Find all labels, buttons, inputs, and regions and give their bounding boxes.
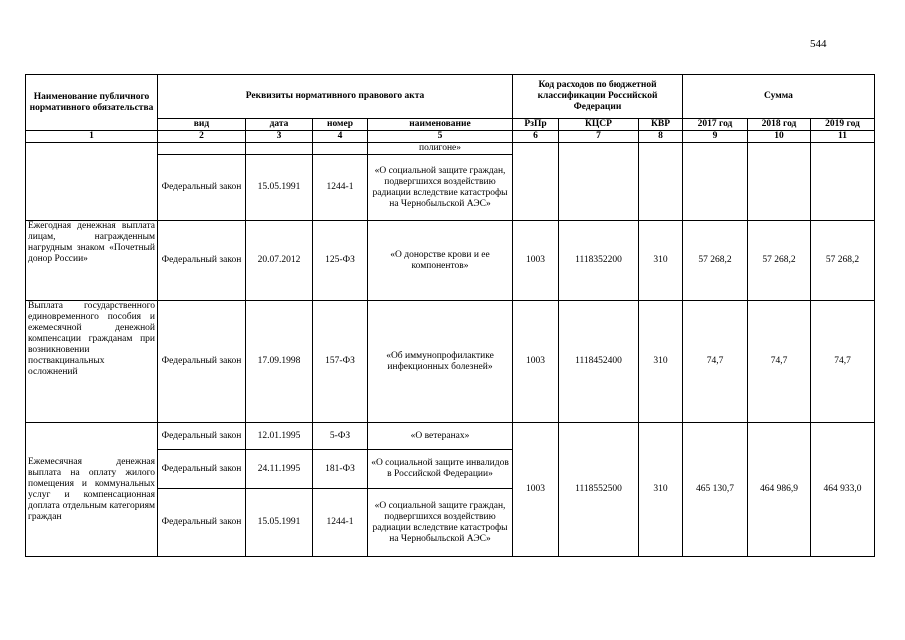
- col-number: 8: [639, 131, 683, 143]
- header-code-group: Код расходов по бюджетной классификации Российской Федерации: [513, 75, 683, 119]
- cell-2018: 57 268,2: [748, 221, 811, 301]
- cell-rzpr: 1003: [513, 301, 559, 423]
- header-row-top: [26, 75, 875, 119]
- col-number: 5: [368, 131, 513, 143]
- column-number-row: [26, 131, 875, 143]
- cell-kcsr: [559, 143, 639, 221]
- cell-act-name-continued: полигоне»: [368, 143, 513, 155]
- col-number: 1: [26, 131, 158, 143]
- cell-2017: 57 268,2: [683, 221, 748, 301]
- cell-rzpr: 1003: [513, 221, 559, 301]
- cell-obligation: Ежемесячная денежная выплата на оплату жилого помещения и коммунальных услуг и компенсационная доплата отдельным категориям граждан: [26, 423, 158, 557]
- header-rzpr: РзПр: [513, 119, 559, 131]
- cell-act-type: Федеральный закон: [158, 301, 246, 423]
- cell-2018: [748, 143, 811, 221]
- cell-empty: [313, 143, 368, 155]
- cell-kvr: 310: [639, 221, 683, 301]
- cell-act-number: 5-ФЗ: [313, 423, 368, 450]
- table-row: [26, 143, 875, 155]
- header-sum-group: Сумма: [683, 75, 875, 119]
- col-number: 7: [559, 131, 639, 143]
- header-number: номер: [313, 119, 368, 131]
- cell-rzpr: [513, 143, 559, 221]
- cell-act-name: «О социальной защите инвалидов в Российской Федерации»: [368, 450, 513, 489]
- header-2019: 2019 год: [811, 119, 875, 131]
- cell-act-number: 157-ФЗ: [313, 301, 368, 423]
- col-number: 11: [811, 131, 875, 143]
- cell-act-date: 20.07.2012: [246, 221, 313, 301]
- cell-act-name: «О донорстве крови и ее компонентов»: [368, 221, 513, 301]
- cell-act-name: «О социальной защите граждан, подвергшихся воздействию радиации вследствие катастрофы на Чернобыльской АЭС»: [368, 489, 513, 557]
- cell-act-number: 125-ФЗ: [313, 221, 368, 301]
- cell-rzpr: 1003: [513, 423, 559, 557]
- cell-act-date: 17.09.1998: [246, 301, 313, 423]
- cell-act-type: Федеральный закон: [158, 155, 246, 221]
- cell-act-date: 12.01.1995: [246, 423, 313, 450]
- cell-act-type: Федеральный закон: [158, 423, 246, 450]
- table-row: [26, 301, 875, 423]
- col-number: 9: [683, 131, 748, 143]
- cell-kcsr: 1118452400: [559, 301, 639, 423]
- cell-act-number: 1244-1: [313, 155, 368, 221]
- cell-2019: 57 268,2: [811, 221, 875, 301]
- col-number: 2: [158, 131, 246, 143]
- cell-2018: 74,7: [748, 301, 811, 423]
- header-2018: 2018 год: [748, 119, 811, 131]
- header-obligation: Наименование публичного нормативного обязательства: [26, 75, 158, 131]
- cell-act-date: 24.11.1995: [246, 450, 313, 489]
- cell-2018: 464 986,9: [748, 423, 811, 557]
- cell-act-name: «Об иммунопрофилактике инфекционных болезней»: [368, 301, 513, 423]
- cell-2019: 464 933,0: [811, 423, 875, 557]
- cell-2017: [683, 143, 748, 221]
- page-number: 544: [810, 38, 827, 50]
- cell-act-number: 181-ФЗ: [313, 450, 368, 489]
- cell-2017: 74,7: [683, 301, 748, 423]
- cell-2019: 74,7: [811, 301, 875, 423]
- col-number: 3: [246, 131, 313, 143]
- cell-obligation: Ежегодная денежная выплата лицам, награжденным нагрудным знаком «Почетный донор России»: [26, 221, 158, 301]
- header-date: дата: [246, 119, 313, 131]
- col-number: 6: [513, 131, 559, 143]
- cell-act-type: Федеральный закон: [158, 221, 246, 301]
- cell-kvr: 310: [639, 423, 683, 557]
- header-type: вид: [158, 119, 246, 131]
- cell-kcsr: 1118552500: [559, 423, 639, 557]
- cell-empty: [158, 143, 246, 155]
- cell-2017: 465 130,7: [683, 423, 748, 557]
- cell-act-date: 15.05.1991: [246, 155, 313, 221]
- cell-kcsr: 1118352200: [559, 221, 639, 301]
- header-name: наименование: [368, 119, 513, 131]
- table-row: [26, 221, 875, 301]
- header-kvr: КВР: [639, 119, 683, 131]
- cell-kvr: [639, 143, 683, 221]
- cell-act-date: 15.05.1991: [246, 489, 313, 557]
- cell-obligation: [26, 143, 158, 221]
- cell-obligation: Выплата государственного единовременного пособия и ежемесячной денежной компенсации гражданам при возникновении поствакцинальных осложнений: [26, 301, 158, 423]
- cell-2019: [811, 143, 875, 221]
- cell-empty: [246, 143, 313, 155]
- header-2017: 2017 год: [683, 119, 748, 131]
- cell-act-name: «О ветеранах»: [368, 423, 513, 450]
- cell-act-type: Федеральный закон: [158, 450, 246, 489]
- col-number: 4: [313, 131, 368, 143]
- cell-kvr: 310: [639, 301, 683, 423]
- cell-act-number: 1244-1: [313, 489, 368, 557]
- col-number: 10: [748, 131, 811, 143]
- cell-act-name: «О социальной защите граждан, подвергшихся воздействию радиации вследствие катастрофы на Чернобыльской АЭС»: [368, 155, 513, 221]
- obligations-table: [25, 74, 875, 557]
- table-row: [26, 423, 875, 450]
- header-kcsr: КЦСР: [559, 119, 639, 131]
- cell-act-type: Федеральный закон: [158, 489, 246, 557]
- header-act-group: Реквизиты нормативного правового акта: [158, 75, 513, 119]
